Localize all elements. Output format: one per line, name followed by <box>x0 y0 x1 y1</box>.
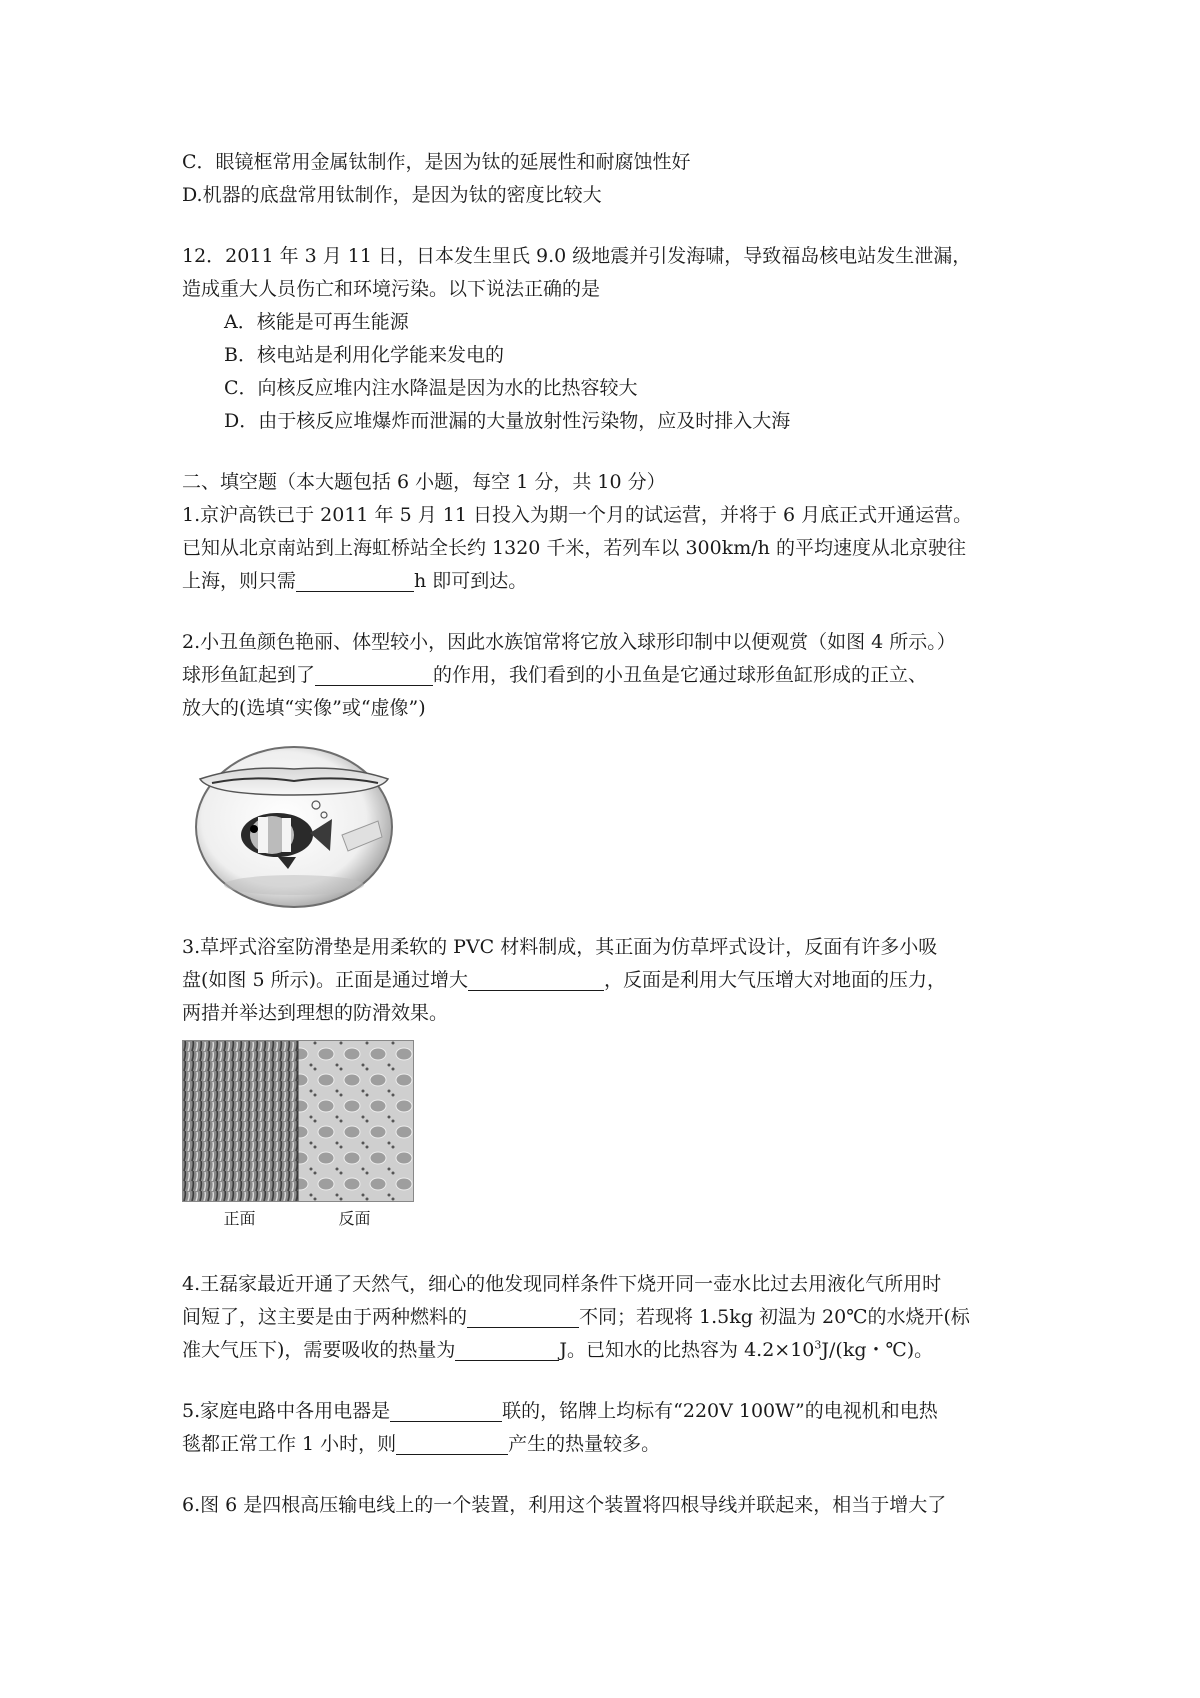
section-heading: 二、填空题（本大题包括 6 小题，每空 1 分，共 10 分） <box>182 471 666 493</box>
answer-blank <box>390 1399 502 1422</box>
fill3-line1: 3.草坪式浴室防滑垫是用柔软的 PVC 材料制成，其正面为仿草坪式设计，反面有许多小吸 <box>182 936 938 958</box>
fill5-text-before: 5.家庭电路中各用电器是 <box>182 1400 391 1422</box>
fill4-text-mid: J。已知水的比热容为 4.2×10 <box>559 1339 815 1361</box>
fill1-text-before: 上海，则只需 <box>182 570 297 592</box>
fill2-line3: 放大的(选填“实像”或“虚像”) <box>182 697 426 719</box>
answer-blank <box>315 663 433 686</box>
q12-stem-line2: 造成重大人员伤亡和环境污染。以下说法正确的是 <box>182 278 601 300</box>
fill4-line2 <box>182 1301 1032 1334</box>
fishbowl-figure <box>182 735 402 915</box>
mat-figure <box>182 1040 412 1232</box>
fill2-text-after: 的作用，我们看到的小丑鱼是它通过球形鱼缸形成的正立、 <box>433 664 928 686</box>
fill3-line3: 两措并举达到理想的防滑效果。 <box>182 1002 449 1024</box>
answer-blank <box>467 1305 579 1328</box>
answer-blank <box>455 1338 559 1361</box>
fill2-line1: 2.小丑鱼颜色艳丽、体型较小，因此水族馆常将它放入球形印制中以便观赏（如图 4 所示。） <box>182 631 956 653</box>
caption-back: 反面 <box>338 1209 371 1228</box>
q12-option-b: B．核电站是利用化学能来发电的 <box>224 344 504 366</box>
answer-blank <box>468 968 604 991</box>
fill1-text-after: h 即可到达。 <box>414 570 528 592</box>
fill5-line1 <box>182 1395 1032 1428</box>
document-page <box>182 146 1032 1522</box>
q12-option-c: C．向核反应堆内注水降温是因为水的比热容较大 <box>224 377 638 399</box>
mat-photos <box>182 1040 414 1202</box>
fill5-text-before: 毯都正常工作 1 小时，则 <box>182 1433 397 1455</box>
fill4-text-after: J/(kg・℃)。 <box>821 1339 934 1361</box>
fill3-line2 <box>182 964 1032 997</box>
answer-blank <box>296 569 414 592</box>
fill2-text-before: 球形鱼缸起到了 <box>182 664 316 686</box>
fill4-line3 <box>182 1334 1032 1367</box>
prev-option-c: C．眼镜框常用金属钛制作，是因为钛的延展性和耐腐蚀性好 <box>182 151 691 173</box>
fill3-text-before: 盘(如图 5 所示)。正面是通过增大 <box>182 969 468 991</box>
fill5-text-after: 产生的热量较多。 <box>508 1433 661 1455</box>
fill5-line2 <box>182 1428 1032 1461</box>
fill4-text-before: 间短了，这主要是由于两种燃料的 <box>182 1306 468 1328</box>
mat-captions <box>182 1206 412 1232</box>
q12-option-a: A．核能是可再生能源 <box>224 311 409 333</box>
exponent: 3 <box>814 1338 822 1352</box>
caption-front: 正面 <box>223 1209 256 1228</box>
prev-option-d: D.机器的底盘常用钛制作，是因为钛的密度比较大 <box>182 184 602 206</box>
fill4-text-before: 准大气压下)，需要吸收的热量为 <box>182 1339 456 1361</box>
fill1-line2: 已知从北京南站到上海虹桥站全长约 1320 千米，若列车以 300km/h 的平均速度从北京驶往 <box>182 537 966 559</box>
fill6-line1: 6.图 6 是四根高压输电线上的一个装置，利用这个装置将四根导线并联起来，相当于增大了 <box>182 1494 947 1516</box>
fill4-line1: 4.王磊家最近开通了天然气，细心的他发现同样条件下烧开同一壶水比过去用液化气所用时 <box>182 1273 942 1295</box>
q12-stem-line1: 12．2011 年 3 月 11 日，日本发生里氏 9.0 级地震并引发海啸，导致福岛核电站发生泄漏， <box>182 245 972 267</box>
fill3-text-after: ，反面是利用大气压增大对地面的压力， <box>604 969 947 991</box>
fill1-line3 <box>182 565 1032 598</box>
answer-blank <box>396 1432 508 1455</box>
fill2-line2 <box>182 659 1032 692</box>
fill4-text-after: 不同；若现将 1.5kg 初温为 20℃的水烧开(标 <box>579 1306 970 1328</box>
q12-option-d: D．由于核反应堆爆炸而泄漏的大量放射性污染物，应及时排入大海 <box>224 410 791 432</box>
fill5-text-after: 联的，铭牌上均标有“220V 100W”的电视机和电热 <box>502 1400 938 1422</box>
fill1-line1: 1.京沪高铁已于 2011 年 5 月 11 日投入为期一个月的试运营，并将于 6 月底正式开通运营。 <box>182 504 973 526</box>
